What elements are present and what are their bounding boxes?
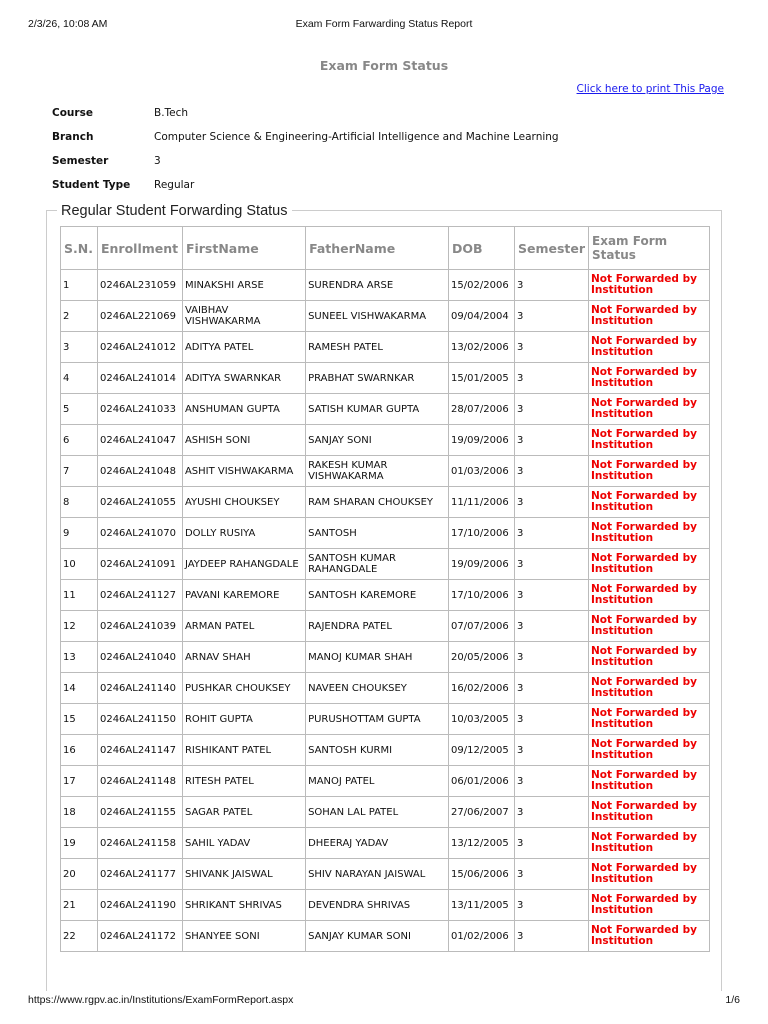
cell-sn: 19 bbox=[61, 828, 98, 859]
cell-status: Not Forwarded by Institution bbox=[589, 611, 710, 642]
cell-semester: 3 bbox=[514, 797, 588, 828]
cell-sn: 10 bbox=[61, 549, 98, 580]
cell-semester: 3 bbox=[514, 828, 588, 859]
cell-sn: 7 bbox=[61, 456, 98, 487]
col-header-sn: S.N. bbox=[61, 227, 98, 270]
cell-enrollment: 0246AL241158 bbox=[97, 828, 182, 859]
cell-firstname: DOLLY RUSIYA bbox=[182, 518, 305, 549]
table-row bbox=[61, 766, 710, 797]
cell-dob: 01/03/2006 bbox=[449, 456, 515, 487]
info-label: Student Type bbox=[52, 179, 131, 191]
table-row bbox=[61, 890, 710, 921]
cell-firstname: RISHIKANT PATEL bbox=[182, 735, 305, 766]
cell-semester: 3 bbox=[514, 642, 588, 673]
cell-enrollment: 0246AL241155 bbox=[97, 797, 182, 828]
table-row bbox=[61, 394, 710, 425]
cell-firstname: PUSHKAR CHOUKSEY bbox=[182, 673, 305, 704]
print-doc-title: Exam Form Farwarding Status Report bbox=[295, 18, 473, 30]
table-row bbox=[61, 580, 710, 611]
cell-firstname: ADITYA PATEL bbox=[182, 332, 305, 363]
col-header-enrollment: Enrollment bbox=[97, 227, 182, 270]
cell-dob: 10/03/2005 bbox=[449, 704, 515, 735]
cell-sn: 8 bbox=[61, 487, 98, 518]
cell-sn: 3 bbox=[61, 332, 98, 363]
cell-enrollment: 0246AL241040 bbox=[97, 642, 182, 673]
cell-dob: 19/09/2006 bbox=[449, 549, 515, 580]
cell-firstname: VAIBHAV VISHWAKARMA bbox=[182, 301, 305, 332]
cell-status: Not Forwarded by Institution bbox=[589, 456, 710, 487]
cell-dob: 01/02/2006 bbox=[449, 921, 515, 952]
cell-status: Not Forwarded by Institution bbox=[589, 890, 710, 921]
cell-status: Not Forwarded by Institution bbox=[589, 859, 710, 890]
cell-fathername: SATISH KUMAR GUPTA bbox=[306, 394, 449, 425]
cell-dob: 16/02/2006 bbox=[449, 673, 515, 704]
cell-enrollment: 0246AL241190 bbox=[97, 890, 182, 921]
table-row bbox=[61, 549, 710, 580]
col-header-fathername: FatherName bbox=[306, 227, 449, 270]
info-row-semester bbox=[52, 153, 559, 177]
cell-firstname: PAVANI KAREMORE bbox=[182, 580, 305, 611]
cell-dob: 19/09/2006 bbox=[449, 425, 515, 456]
cell-enrollment: 0246AL241147 bbox=[97, 735, 182, 766]
info-row-course bbox=[52, 105, 559, 129]
cell-semester: 3 bbox=[514, 456, 588, 487]
cell-fathername: SANTOSH KAREMORE bbox=[306, 580, 449, 611]
info-value: 3 bbox=[154, 155, 161, 167]
cell-enrollment: 0246AL241039 bbox=[97, 611, 182, 642]
cell-dob: 09/12/2005 bbox=[449, 735, 515, 766]
cell-enrollment: 0246AL241148 bbox=[97, 766, 182, 797]
cell-status: Not Forwarded by Institution bbox=[589, 518, 710, 549]
cell-firstname: SAGAR PATEL bbox=[182, 797, 305, 828]
cell-dob: 11/11/2006 bbox=[449, 487, 515, 518]
table-row bbox=[61, 797, 710, 828]
cell-fathername: SHIV NARAYAN JAISWAL bbox=[306, 859, 449, 890]
cell-fathername: RAJENDRA PATEL bbox=[306, 611, 449, 642]
cell-sn: 12 bbox=[61, 611, 98, 642]
cell-firstname: AYUSHI CHOUKSEY bbox=[182, 487, 305, 518]
cell-fathername: MANOJ PATEL bbox=[306, 766, 449, 797]
cell-fathername: RAM SHARAN CHOUKSEY bbox=[306, 487, 449, 518]
cell-fathername: PURUSHOTTAM GUPTA bbox=[306, 704, 449, 735]
cell-status: Not Forwarded by Institution bbox=[589, 487, 710, 518]
table-header-row bbox=[61, 227, 710, 270]
cell-status: Not Forwarded by Institution bbox=[589, 704, 710, 735]
table-row bbox=[61, 363, 710, 394]
table-row bbox=[61, 425, 710, 456]
cell-semester: 3 bbox=[514, 425, 588, 456]
cell-fathername: SUNEEL VISHWAKARMA bbox=[306, 301, 449, 332]
cell-status: Not Forwarded by Institution bbox=[589, 270, 710, 301]
info-value: Computer Science & Engineering-Artificial Intelligence and Machine Learning bbox=[154, 131, 559, 143]
cell-semester: 3 bbox=[514, 890, 588, 921]
cell-semester: 3 bbox=[514, 394, 588, 425]
cell-firstname: ASHISH SONI bbox=[182, 425, 305, 456]
cell-fathername: SANTOSH bbox=[306, 518, 449, 549]
cell-sn: 2 bbox=[61, 301, 98, 332]
cell-semester: 3 bbox=[514, 518, 588, 549]
cell-enrollment: 0246AL241172 bbox=[97, 921, 182, 952]
cell-semester: 3 bbox=[514, 580, 588, 611]
cell-enrollment: 0246AL241014 bbox=[97, 363, 182, 394]
cell-status: Not Forwarded by Institution bbox=[589, 766, 710, 797]
cell-enrollment: 0246AL241127 bbox=[97, 580, 182, 611]
cell-fathername: SURENDRA ARSE bbox=[306, 270, 449, 301]
col-header-exam-form-status: Exam Form Status bbox=[589, 227, 710, 270]
cell-dob: 15/01/2005 bbox=[449, 363, 515, 394]
cell-firstname: ANSHUMAN GUPTA bbox=[182, 394, 305, 425]
cell-sn: 17 bbox=[61, 766, 98, 797]
cell-dob: 20/05/2006 bbox=[449, 642, 515, 673]
col-header-semester: Semester bbox=[514, 227, 588, 270]
table-row bbox=[61, 921, 710, 952]
cell-status: Not Forwarded by Institution bbox=[589, 363, 710, 394]
cell-firstname: ROHIT GUPTA bbox=[182, 704, 305, 735]
info-label: Course bbox=[52, 107, 93, 119]
cell-status: Not Forwarded by Institution bbox=[589, 921, 710, 952]
cell-enrollment: 0246AL241070 bbox=[97, 518, 182, 549]
cell-status: Not Forwarded by Institution bbox=[589, 394, 710, 425]
cell-semester: 3 bbox=[514, 301, 588, 332]
cell-dob: 17/10/2006 bbox=[449, 518, 515, 549]
cell-fathername: SOHAN LAL PATEL bbox=[306, 797, 449, 828]
info-row-branch bbox=[52, 129, 559, 153]
print-header bbox=[0, 18, 768, 34]
cell-fathername: RAMESH PATEL bbox=[306, 332, 449, 363]
cell-sn: 9 bbox=[61, 518, 98, 549]
print-page-link[interactable]: Click here to print This Page bbox=[576, 83, 724, 95]
cell-fathername: SANJAY SONI bbox=[306, 425, 449, 456]
cell-fathername: RAKESH KUMAR VISHWAKARMA bbox=[306, 456, 449, 487]
cell-dob: 15/06/2006 bbox=[449, 859, 515, 890]
cell-semester: 3 bbox=[514, 363, 588, 394]
cell-sn: 16 bbox=[61, 735, 98, 766]
cell-dob: 17/10/2006 bbox=[449, 580, 515, 611]
cell-dob: 27/06/2007 bbox=[449, 797, 515, 828]
table-row bbox=[61, 859, 710, 890]
cell-status: Not Forwarded by Institution bbox=[589, 332, 710, 363]
cell-semester: 3 bbox=[514, 611, 588, 642]
cell-sn: 21 bbox=[61, 890, 98, 921]
cell-fathername: DEVENDRA SHRIVAS bbox=[306, 890, 449, 921]
cell-semester: 3 bbox=[514, 487, 588, 518]
cell-enrollment: 0246AL231059 bbox=[97, 270, 182, 301]
table-row bbox=[61, 735, 710, 766]
cell-sn: 14 bbox=[61, 673, 98, 704]
cell-status: Not Forwarded by Institution bbox=[589, 735, 710, 766]
info-value: B.Tech bbox=[154, 107, 189, 119]
cell-semester: 3 bbox=[514, 859, 588, 890]
cell-firstname: ASHIT VISHWAKARMA bbox=[182, 456, 305, 487]
cell-dob: 28/07/2006 bbox=[449, 394, 515, 425]
print-page-number: 1/6 bbox=[725, 994, 740, 1006]
section-title: Regular Student Forwarding Status bbox=[57, 203, 292, 219]
print-datetime: 2/3/26, 10:08 AM bbox=[28, 18, 108, 30]
cell-sn: 4 bbox=[61, 363, 98, 394]
cell-status: Not Forwarded by Institution bbox=[589, 642, 710, 673]
cell-semester: 3 bbox=[514, 332, 588, 363]
cell-firstname: ARNAV SHAH bbox=[182, 642, 305, 673]
cell-fathername: DHEERAJ YADAV bbox=[306, 828, 449, 859]
cell-enrollment: 0246AL241177 bbox=[97, 859, 182, 890]
cell-dob: 13/12/2005 bbox=[449, 828, 515, 859]
table-row bbox=[61, 704, 710, 735]
table-row bbox=[61, 487, 710, 518]
cell-status: Not Forwarded by Institution bbox=[589, 301, 710, 332]
cell-semester: 3 bbox=[514, 549, 588, 580]
table-row bbox=[61, 270, 710, 301]
cell-status: Not Forwarded by Institution bbox=[589, 580, 710, 611]
cell-status: Not Forwarded by Institution bbox=[589, 425, 710, 456]
cell-sn: 18 bbox=[61, 797, 98, 828]
info-row-student-type bbox=[52, 177, 559, 201]
table-row bbox=[61, 518, 710, 549]
cell-sn: 15 bbox=[61, 704, 98, 735]
table-row bbox=[61, 673, 710, 704]
print-url: https://www.rgpv.ac.in/Institutions/ExamFormReport.aspx bbox=[28, 994, 294, 1006]
cell-sn: 5 bbox=[61, 394, 98, 425]
table-row bbox=[61, 642, 710, 673]
cell-firstname: RITESH PATEL bbox=[182, 766, 305, 797]
cell-enrollment: 0246AL221069 bbox=[97, 301, 182, 332]
cell-firstname: SAHIL YADAV bbox=[182, 828, 305, 859]
table-row bbox=[61, 828, 710, 859]
table-body bbox=[61, 270, 710, 952]
cell-fathername: SANJAY KUMAR SONI bbox=[306, 921, 449, 952]
cell-status: Not Forwarded by Institution bbox=[589, 549, 710, 580]
cell-dob: 07/07/2006 bbox=[449, 611, 515, 642]
cell-sn: 1 bbox=[61, 270, 98, 301]
cell-sn: 20 bbox=[61, 859, 98, 890]
cell-dob: 15/02/2006 bbox=[449, 270, 515, 301]
cell-fathername: PRABHAT SWARNKAR bbox=[306, 363, 449, 394]
cell-enrollment: 0246AL241047 bbox=[97, 425, 182, 456]
cell-status: Not Forwarded by Institution bbox=[589, 797, 710, 828]
cell-sn: 11 bbox=[61, 580, 98, 611]
cell-sn: 13 bbox=[61, 642, 98, 673]
page-title: Exam Form Status bbox=[319, 58, 449, 73]
status-table bbox=[60, 226, 710, 952]
col-header-firstname: FirstName bbox=[182, 227, 305, 270]
cell-semester: 3 bbox=[514, 270, 588, 301]
cell-sn: 6 bbox=[61, 425, 98, 456]
cell-semester: 3 bbox=[514, 673, 588, 704]
cell-enrollment: 0246AL241055 bbox=[97, 487, 182, 518]
cell-firstname: ADITYA SWARNKAR bbox=[182, 363, 305, 394]
table-row bbox=[61, 332, 710, 363]
info-value: Regular bbox=[154, 179, 195, 191]
info-label: Branch bbox=[52, 131, 94, 143]
cell-firstname: JAYDEEP RAHANGDALE bbox=[182, 549, 305, 580]
cell-firstname: SHANYEE SONI bbox=[182, 921, 305, 952]
cell-fathername: SANTOSH KUMAR RAHANGDALE bbox=[306, 549, 449, 580]
cell-firstname: SHIVANK JAISWAL bbox=[182, 859, 305, 890]
col-header-dob: DOB bbox=[449, 227, 515, 270]
cell-enrollment: 0246AL241048 bbox=[97, 456, 182, 487]
cell-dob: 09/04/2004 bbox=[449, 301, 515, 332]
cell-enrollment: 0246AL241140 bbox=[97, 673, 182, 704]
cell-dob: 06/01/2006 bbox=[449, 766, 515, 797]
cell-enrollment: 0246AL241150 bbox=[97, 704, 182, 735]
table-row bbox=[61, 611, 710, 642]
cell-enrollment: 0246AL241091 bbox=[97, 549, 182, 580]
cell-fathername: SANTOSH KURMI bbox=[306, 735, 449, 766]
cell-status: Not Forwarded by Institution bbox=[589, 828, 710, 859]
table-row bbox=[61, 301, 710, 332]
cell-semester: 3 bbox=[514, 735, 588, 766]
table-row bbox=[61, 456, 710, 487]
cell-firstname: ARMAN PATEL bbox=[182, 611, 305, 642]
cell-fathername: MANOJ KUMAR SHAH bbox=[306, 642, 449, 673]
cell-fathername: NAVEEN CHOUKSEY bbox=[306, 673, 449, 704]
cell-enrollment: 0246AL241012 bbox=[97, 332, 182, 363]
cell-semester: 3 bbox=[514, 921, 588, 952]
cell-status: Not Forwarded by Institution bbox=[589, 673, 710, 704]
cell-dob: 13/11/2005 bbox=[449, 890, 515, 921]
cell-firstname: MINAKSHI ARSE bbox=[182, 270, 305, 301]
cell-dob: 13/02/2006 bbox=[449, 332, 515, 363]
cell-semester: 3 bbox=[514, 766, 588, 797]
cell-firstname: SHRIKANT SHRIVAS bbox=[182, 890, 305, 921]
cell-sn: 22 bbox=[61, 921, 98, 952]
info-label: Semester bbox=[52, 155, 109, 167]
cell-enrollment: 0246AL241033 bbox=[97, 394, 182, 425]
info-block bbox=[52, 105, 559, 201]
cell-semester: 3 bbox=[514, 704, 588, 735]
